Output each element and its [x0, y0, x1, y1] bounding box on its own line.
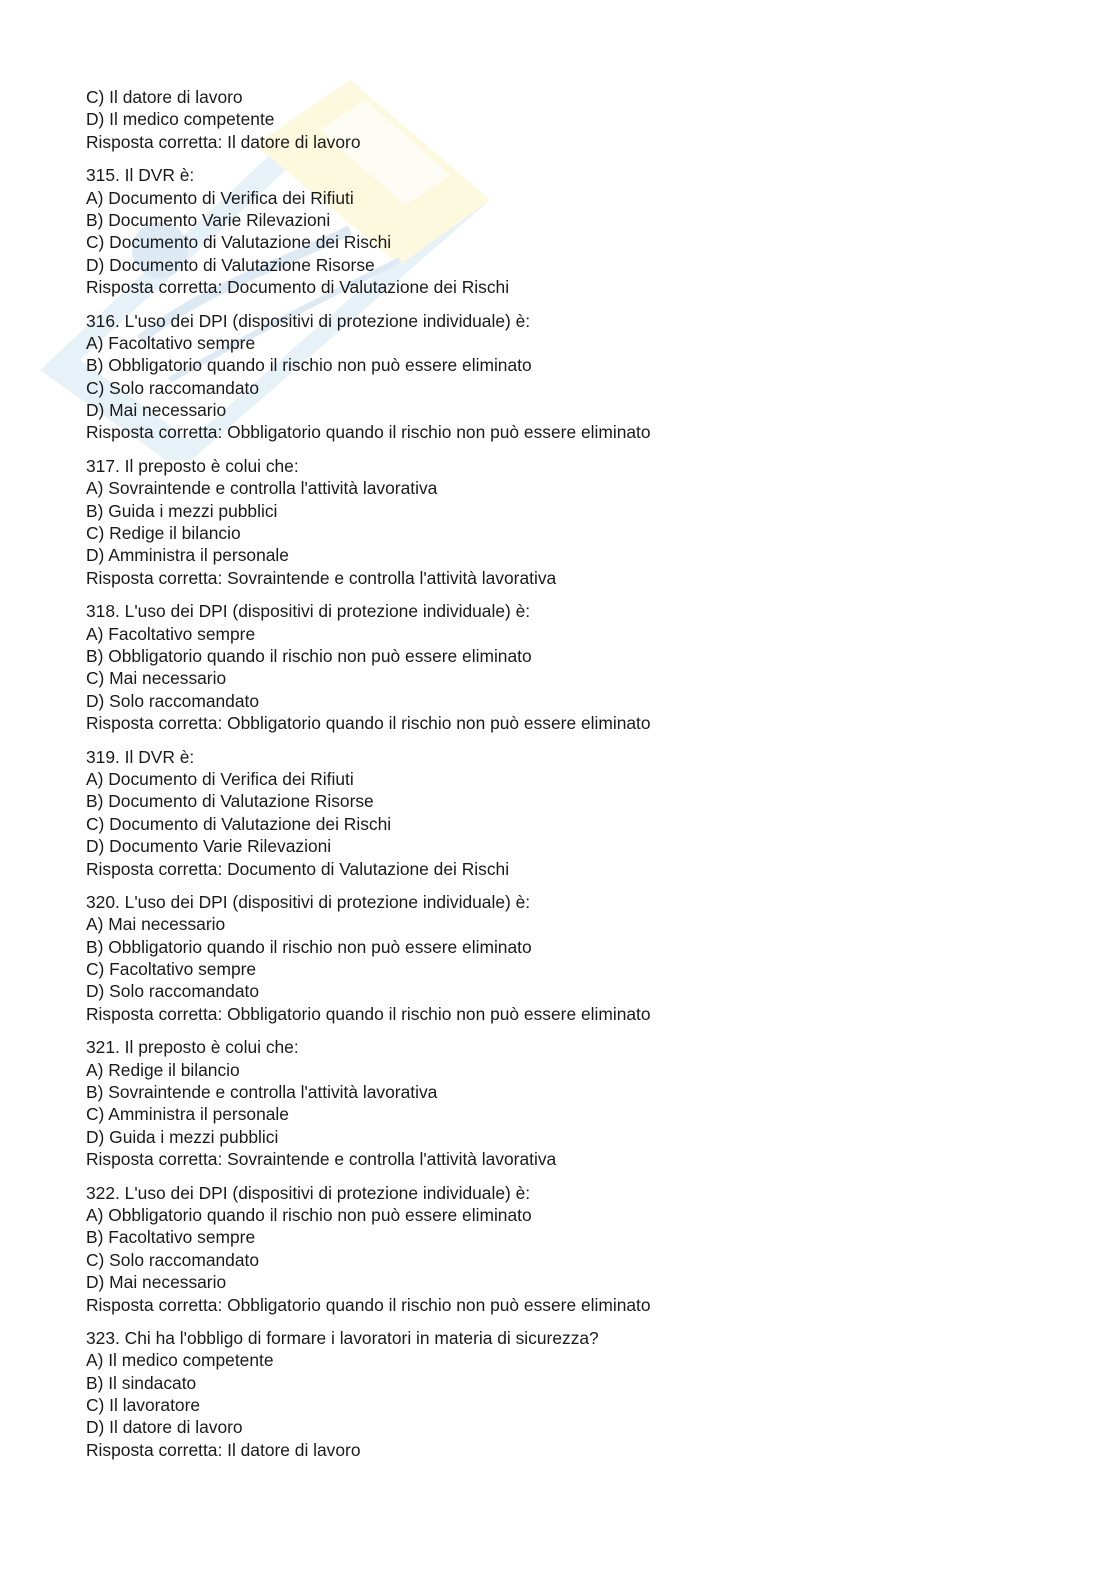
question-text: 319. Il DVR è: [86, 746, 195, 767]
option: B) Guida i mezzi pubblici [86, 500, 278, 521]
option: A) Documento di Verifica dei Rifiuti [86, 187, 354, 208]
correct-answer: Risposta corretta: Obbligatorio quando il rischio non può essere eliminato [86, 422, 651, 443]
document-page [86, 86, 1046, 1472]
option: C) Il lavoratore [86, 1395, 201, 1416]
option: B) Obbligatorio quando il rischio non può essere eliminato [86, 645, 532, 666]
option: A) Facoltativo sempre [86, 623, 256, 644]
option: D) Solo raccomandato [86, 981, 260, 1002]
option: C) Solo raccomandato [86, 1249, 260, 1270]
question-text: 318. L'uso dei DPI (dispositivi di protezione individuale) è: [86, 601, 531, 622]
question-block [86, 310, 1046, 444]
option: A) Mai necessario [86, 914, 226, 935]
option: D) Il datore di lavoro [86, 1417, 243, 1438]
question-block [86, 164, 1046, 298]
option: C) Amministra il personale [86, 1104, 289, 1125]
option: B) Documento di Valutazione Risorse [86, 791, 374, 812]
option: A) Redige il bilancio [86, 1059, 240, 1080]
correct-answer: Risposta corretta: Obbligatorio quando il rischio non può essere eliminato [86, 1003, 651, 1024]
option: C) Redige il bilancio [86, 523, 241, 544]
option: B) Sovraintende e controlla l'attività lavorativa [86, 1082, 438, 1103]
option: A) Sovraintende e controlla l'attività lavorativa [86, 478, 438, 499]
question-text: 315. Il DVR è: [86, 165, 195, 186]
option: A) Obbligatorio quando il rischio non può essere eliminato [86, 1204, 532, 1225]
option: D) Il medico competente [86, 109, 275, 130]
question-text: 316. L'uso dei DPI (dispositivi di protezione individuale) è: [86, 310, 531, 331]
question-text: 321. Il preposto è colui che: [86, 1037, 299, 1058]
option: C) Il datore di lavoro [86, 87, 243, 107]
option: D) Amministra il personale [86, 545, 289, 566]
option: A) Documento di Verifica dei Rifiuti [86, 768, 354, 789]
question-block [86, 455, 1046, 589]
option: C) Documento di Valutazione dei Rischi [86, 813, 392, 834]
option: A) Il medico competente [86, 1350, 274, 1371]
option: D) Documento Varie Rilevazioni [86, 836, 332, 857]
question-block [86, 600, 1046, 734]
question-block-continuation [86, 86, 1046, 153]
question-block [86, 1036, 1046, 1170]
option: C) Mai necessario [86, 668, 227, 689]
option: D) Guida i mezzi pubblici [86, 1126, 279, 1147]
option: C) Facoltativo sempre [86, 959, 257, 980]
question-text: 322. L'uso dei DPI (dispositivi di protezione individuale) è: [86, 1182, 531, 1203]
question-text: 323. Chi ha l'obbligo di formare i lavoratori in materia di sicurezza? [86, 1327, 599, 1348]
option: B) Il sindacato [86, 1372, 197, 1393]
option: B) Obbligatorio quando il rischio non può essere eliminato [86, 355, 532, 376]
option: A) Facoltativo sempre [86, 332, 256, 353]
option: D) Solo raccomandato [86, 690, 260, 711]
question-block [86, 891, 1046, 1025]
question-block [86, 746, 1046, 880]
question-text: 317. Il preposto è colui che: [86, 455, 299, 476]
option: C) Solo raccomandato [86, 377, 260, 398]
correct-answer: Risposta corretta: Il datore di lavoro [86, 1439, 361, 1460]
option: D) Documento di Valutazione Risorse [86, 254, 375, 275]
correct-answer: Risposta corretta: Obbligatorio quando il rischio non può essere eliminato [86, 1294, 651, 1315]
correct-answer: Risposta corretta: Sovraintende e controlla l'attività lavorativa [86, 1149, 557, 1170]
correct-answer: Risposta corretta: Documento di Valutazione dei Rischi [86, 277, 510, 298]
correct-answer: Risposta corretta: Obbligatorio quando il rischio non può essere eliminato [86, 713, 651, 734]
question-block [86, 1327, 1046, 1461]
option: D) Mai necessario [86, 400, 227, 421]
option: B) Documento Varie Rilevazioni [86, 209, 331, 230]
option: B) Obbligatorio quando il rischio non può essere eliminato [86, 936, 532, 957]
option: C) Documento di Valutazione dei Rischi [86, 232, 392, 253]
option: B) Facoltativo sempre [86, 1227, 256, 1248]
correct-answer: Risposta corretta: Documento di Valutazione dei Rischi [86, 858, 510, 879]
question-block [86, 1182, 1046, 1316]
question-text: 320. L'uso dei DPI (dispositivi di protezione individuale) è: [86, 891, 531, 912]
option: D) Mai necessario [86, 1272, 227, 1293]
correct-answer: Risposta corretta: Il datore di lavoro [86, 131, 361, 152]
correct-answer: Risposta corretta: Sovraintende e controlla l'attività lavorativa [86, 567, 557, 588]
